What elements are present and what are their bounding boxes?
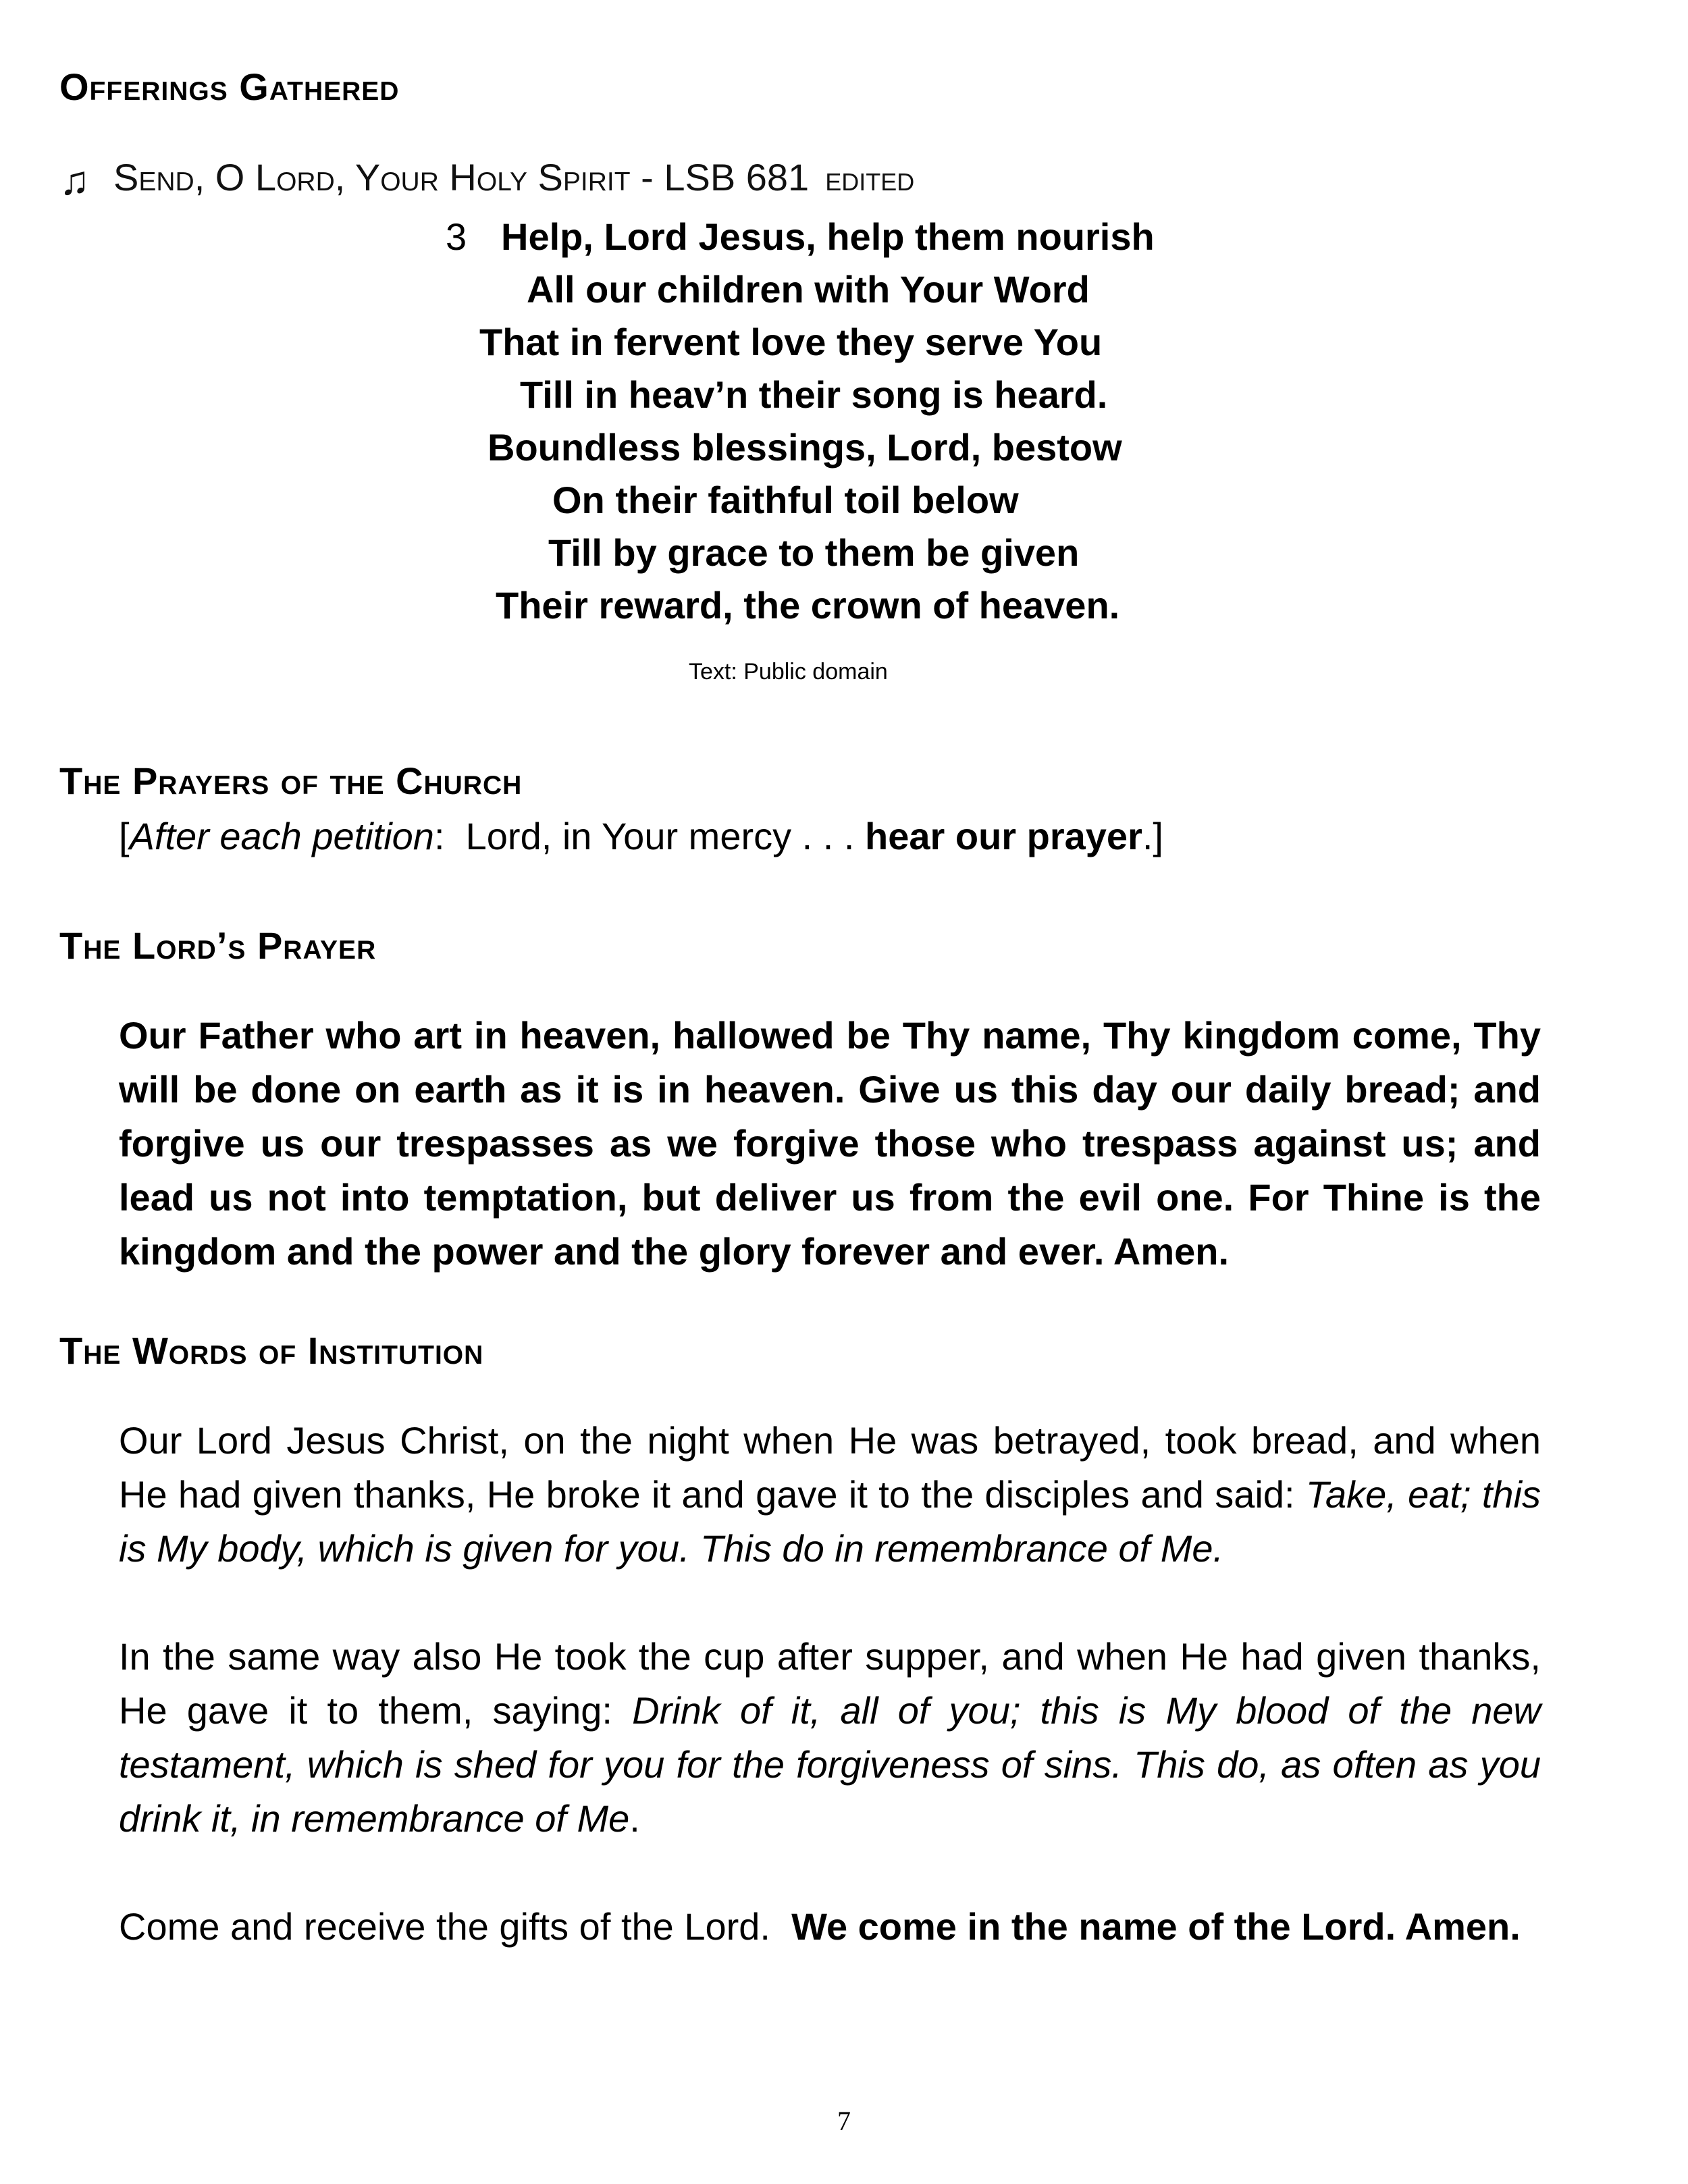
hymn-title-line — [59, 155, 914, 204]
verse-line: Till in heav’n their song is heard. — [520, 373, 1108, 416]
verse-line: Till by grace to them be given — [548, 531, 1080, 574]
rubric-close: .] — [1142, 815, 1163, 857]
invitation-text: Come and receive the gifts of the Lord. — [119, 1905, 792, 1948]
institution-cup-words: Drink of it, all of you; this is My blood of the new testament, which is shed for you for the forgiveness of sins. This do, as often as you drink it, in remembrance of Me — [119, 1689, 1541, 1840]
offerings-heading: Offerings Gathered — [59, 65, 400, 108]
institution-cup-end: . — [629, 1797, 640, 1840]
institution-cup-text: In the same way also He took the cup after supper, and when He had given thanks, He gave it to them, saying: — [119, 1635, 1541, 1732]
institution-heading: The Words of Institution — [59, 1329, 484, 1372]
verse-number: 3 — [446, 215, 467, 258]
prayers-rubric — [119, 814, 1163, 858]
rubric-italic: After each petition — [129, 815, 434, 857]
hymn-credit: Text: Public domain — [689, 659, 888, 685]
verse-line: On their faithful toil below — [552, 479, 1019, 521]
hymn-edited-label: edited — [825, 159, 915, 198]
invitation-response: We come in the name of the Lord. Amen. — [791, 1905, 1521, 1948]
institution-paragraph-cup — [119, 1630, 1541, 1846]
rubric-open: [ — [119, 815, 130, 857]
verse-line: That in fervent love they serve You — [479, 321, 1103, 363]
hymn-number: LSB 681 — [664, 156, 810, 198]
hymn-separator: - — [630, 156, 664, 198]
verse-line: Help, Lord Jesus, help them nourish — [501, 215, 1155, 258]
rubric-response: hear our prayer — [865, 815, 1142, 857]
prayers-heading: The Prayers of the Church — [59, 760, 523, 802]
verse-line: Their reward, the crown of heaven. — [496, 584, 1120, 627]
invitation-paragraph — [119, 1900, 1541, 1954]
institution-bread-text: Our Lord Jesus Christ, on the night when He was betrayed, took bread, and when He had given thanks, He broke it and gave it to the disciples and said: — [119, 1419, 1541, 1516]
institution-bread-words: Take, eat; this is My body, which is given for you. This do in remembrance of Me. — [119, 1473, 1541, 1570]
rubric-text: : Lord, in Your mercy . . . — [433, 815, 866, 857]
verse-line: All our children with Your Word — [527, 268, 1090, 311]
verse-line: Boundless blessings, Lord, bestow — [487, 426, 1122, 469]
institution-paragraph-bread — [119, 1414, 1541, 1576]
page-number: 7 — [837, 2106, 851, 2136]
music-note-icon: ♫ — [59, 158, 90, 203]
lords-prayer-heading: The Lord’s Prayer — [59, 924, 377, 967]
hymn-title: Send, O Lord, Your Holy Spirit — [113, 156, 631, 198]
lords-prayer-text: Our Father who art in heaven, hallowed be Thy name, Thy kingdom come, Thy will be done on earth as it is in heaven. Give us this day our daily bread; and forgive us our trespasses as we forgive those who trespass against us; and lead us not into temptation, but deliver us from the evil one. For Thine is the kingdom and the power and the glory forever and ever. Amen. — [119, 1014, 1541, 1273]
